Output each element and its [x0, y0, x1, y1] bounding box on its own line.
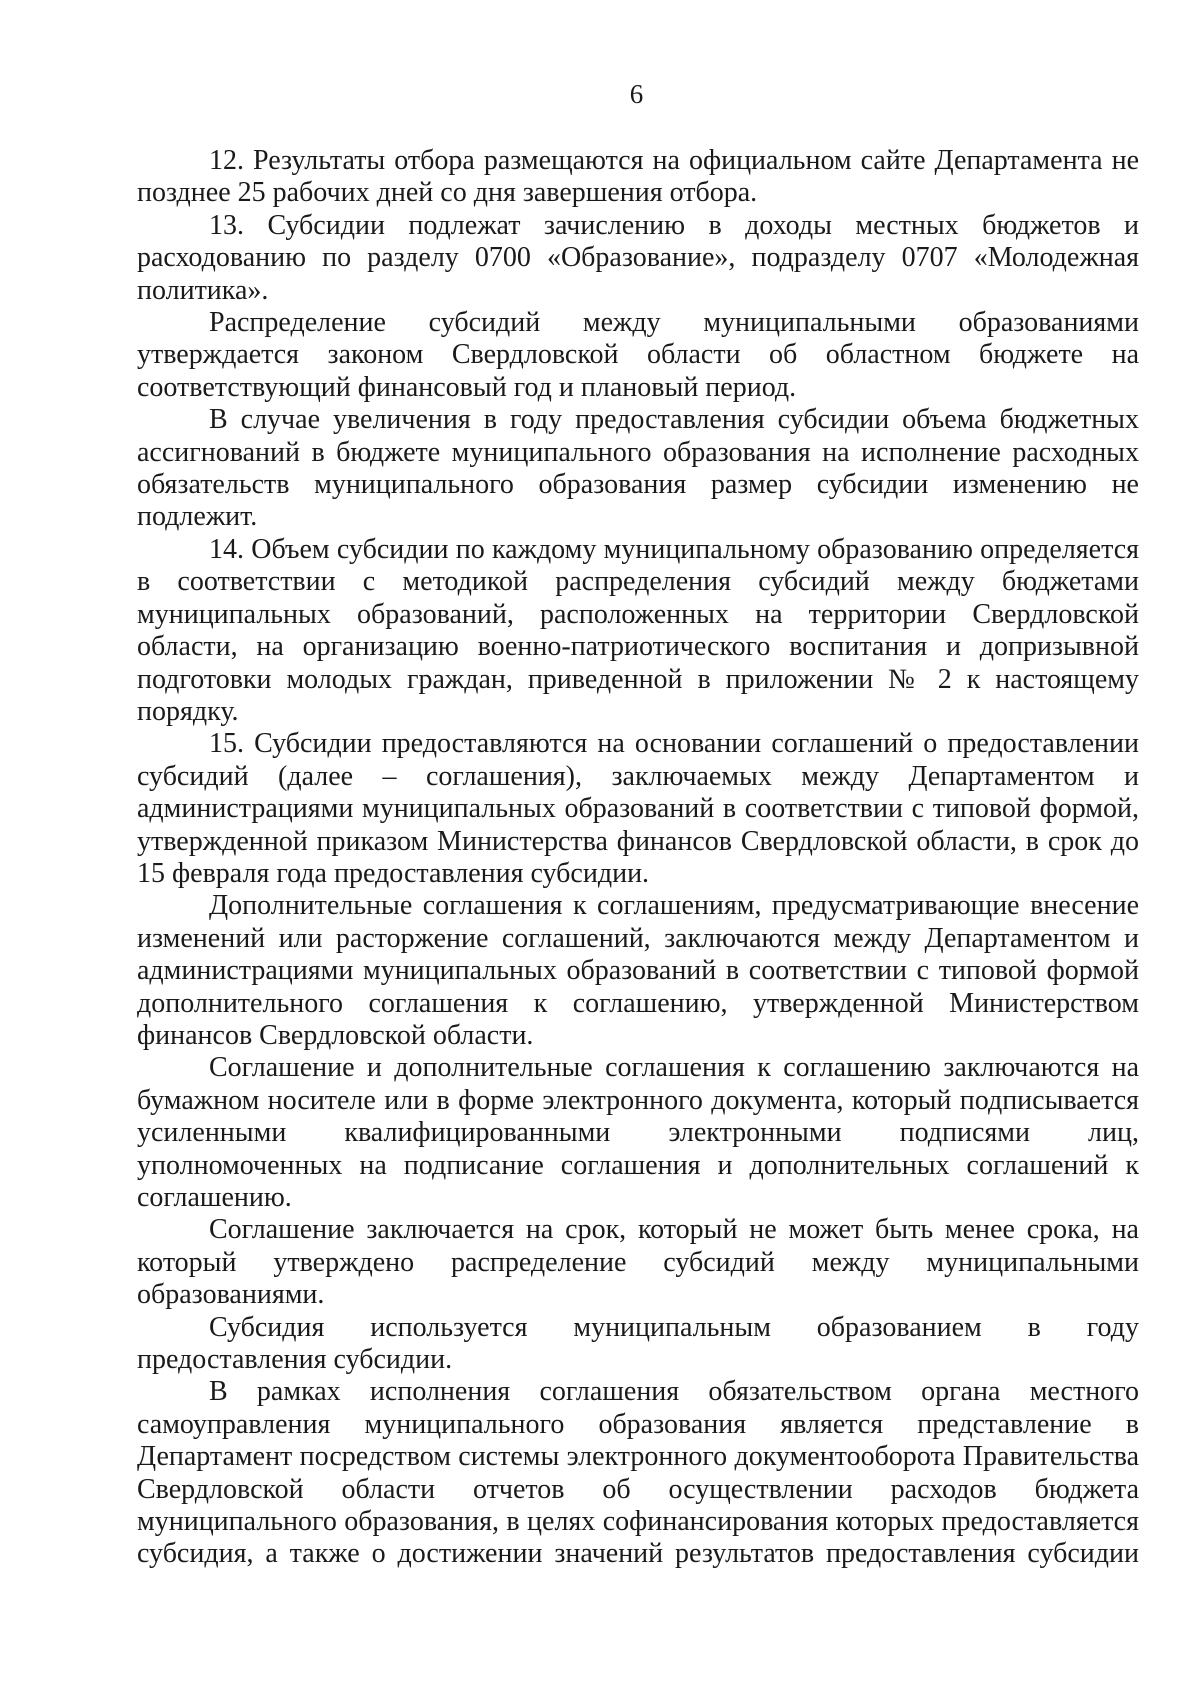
paragraph-14-volume: 14. Объем субсидии по каждому муниципальному образованию определяется в соответствии с методикой распределения субсидий между бюджетами муниципальных образований, расположенных на территории Свердловской области, на организацию военно-патриотического воспитания и допризывной подготовки молодых граждан, приведенной в приложении № 2 к настоящему порядку.	[137, 533, 1139, 727]
paragraph-obligations: В рамках исполнения соглашения обязательством органа местного самоуправления муниципального образования является представление в Департамент посредством системы электронного документооборота Правительства Свердловской области отчетов об осуществлении расходов бюджета муниципального образования, в целях софинансирования которых предоставляется субсидия, а также о достижении значений результатов предоставления субсидии	[137, 1376, 1139, 1570]
paragraph-increase-case: В случае увеличения в году предоставления субсидии объема бюджетных ассигнований в бюджете муниципального образования на исполнение расходных обязательств муниципального образования размер субсидии изменению не подлежит.	[137, 404, 1139, 533]
paragraph-agreement-term: Соглашение заключается на срок, который не может быть менее срока, на который утверждено распределение субсидий между муниципальными образованиями.	[137, 1214, 1139, 1311]
paragraph-distribution: Распределение субсидий между муниципальными образованиями утверждается законом Свердловской области об областном бюджете на соответствующий финансовый год и плановый период.	[137, 307, 1139, 403]
page-number: 6	[629, 79, 644, 109]
paragraph-12-results: 12. Результаты отбора размещаются на официальном сайте Департамента не позднее 25 рабочих дней со дня завершения отбора.	[137, 145, 1139, 209]
paragraph-agreement-form: Соглашение и дополнительные соглашения к соглашению заключаются на бумажном носителе или в форме электронного документа, который подписывается усиленными квалифицированными электронными подписями лиц, уполномоченных на подписание соглашения и дополнительных соглашений к соглашению.	[137, 1052, 1139, 1213]
paragraph-13-subsidies-budget: 13. Субсидии подлежат зачислению в доходы местных бюджетов и расходованию по разделу 0700 «Образование», подразделу 0707 «Молодежная политика».	[137, 209, 1139, 306]
paragraph-15-agreements: 15. Субсидии предоставляются на основании соглашений о предоставлении субсидий (далее – соглашения), заключаемых между Департаментом и администрациями муниципальных образований в соответствии с типовой формой, утвержденной приказом Министерства финансов Свердловской области, в срок до 15 февраля года предоставления субсидии.	[137, 728, 1139, 889]
document-body	[137, 145, 1139, 1571]
paragraph-subsidy-usage: Субсидия используется муниципальным образованием в году предоставления субсидии.	[137, 1311, 1139, 1376]
paragraph-additional-agreements: Дополнительные соглашения к соглашениям, предусматривающие внесение изменений или расторжение соглашений, заключаются между Департаментом и администрациями муниципальных образований в соответствии с типовой формой дополнительного соглашения к соглашению, утвержденной Министерством финансов Свердловской области.	[137, 890, 1139, 1051]
